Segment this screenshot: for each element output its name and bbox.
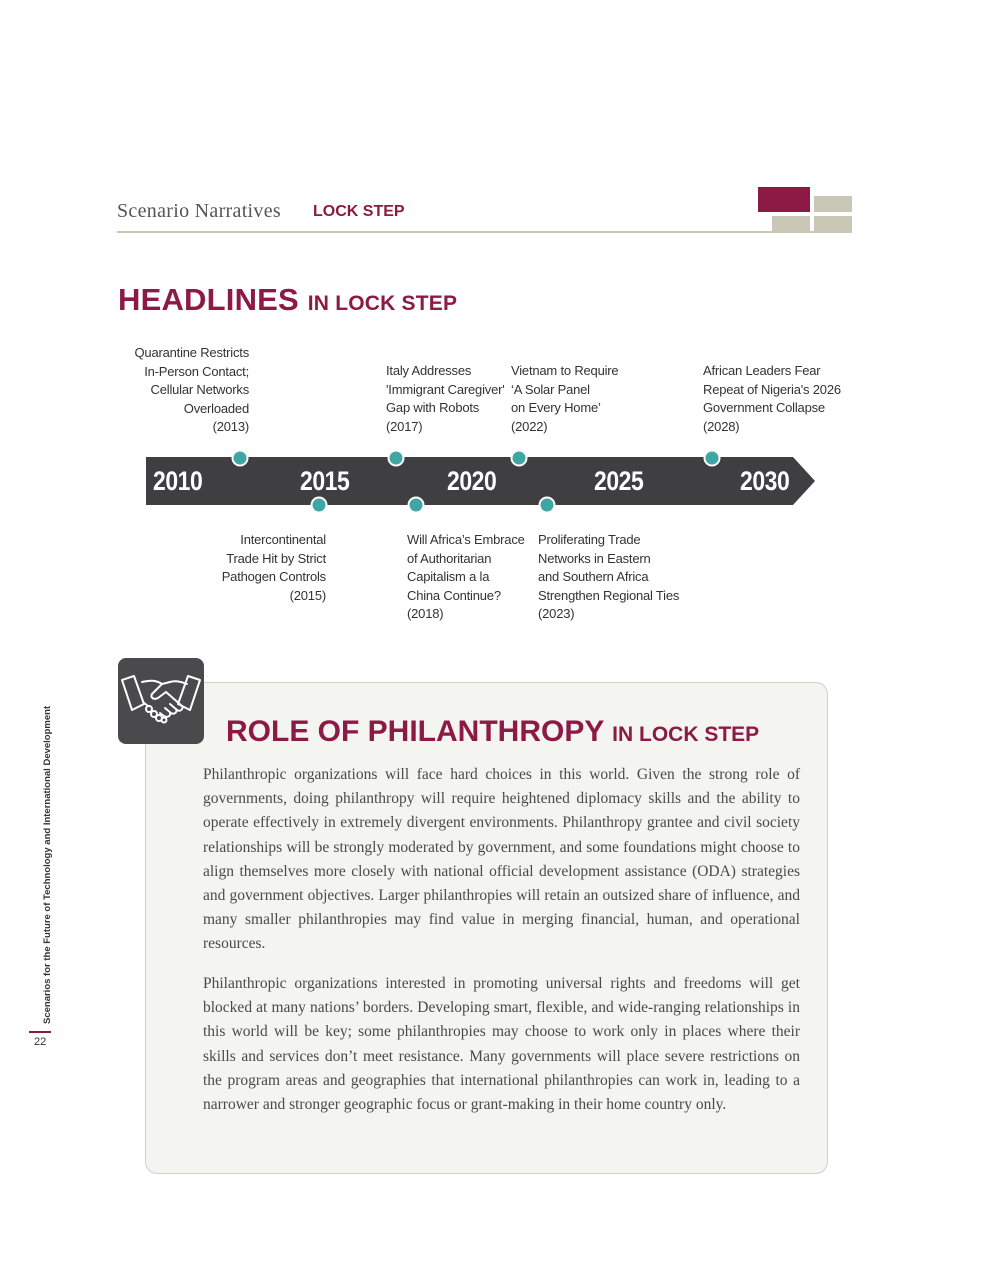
headline-event: Intercontinental Trade Hit by Strict Pathogen Controls (2015)	[221, 532, 326, 603]
timeline-dot	[409, 498, 424, 513]
timeline-dot	[312, 498, 327, 513]
philanthropy-paragraph: Philanthropic organizations interested in promoting universal rights and freedoms will get blocked at many nations’ borders. Developing smart, flexible, and wide-ranging relationships in this world will be key; some philanthropies may choose to work only in places where their skills and services don’t meet resistance. Many governments will place severe restrictions on the program areas and geographies that international philanthropies can work in, leading to a narrower and stronger geographic focus or grant-making in their home country only.	[203, 975, 800, 1114]
report-title-vertical: Scenarios for the Future of Technology and International Development	[42, 705, 53, 1024]
timeline-dot	[705, 451, 720, 466]
scenario-label: LOCK STEP	[313, 203, 405, 220]
timeline-dot	[389, 451, 404, 466]
timeline-year: 2030	[740, 466, 790, 496]
headline-event: Quarantine Restricts In-Person Contact; Cellular Networks Overloaded (2013)	[134, 345, 249, 434]
headlines-title-main: HEADLINES	[118, 282, 299, 317]
headline-event: Will Africa’s Embrace of Authoritarian Capitalism a la China Continue? (2018)	[407, 532, 525, 621]
headlines-title-sub: IN LOCK STEP	[307, 292, 458, 315]
headline-event: Italy Addresses 'Immigrant Caregiver' Gap with Robots (2017)	[386, 363, 505, 434]
philanthropy-title-main: ROLE OF PHILANTHROPY	[226, 715, 604, 748]
headline-event: Vietnam to Require ‘A Solar Panel on Every Home’ (2022)	[511, 363, 619, 434]
philanthropy-paragraph: Philanthropic organizations will face hard choices in this world. Given the strong role of governments, doing philanthropy will require heightened diplomacy skills and the ability to operate effectively in extremely divergent environments. Philanthropy grantee and civil society relationships will be strongly moderated by government, and some foundations might choose to align themselves more closely with national official development assistance (ODA) strategies and government objectives. Larger philanthropies will retain an outsized share of influence, and many smaller philanthropies may find value in merging financial, human, and operational resources.	[203, 766, 800, 953]
page-marker-rule	[29, 1031, 51, 1033]
timeline-year: 2020	[447, 466, 497, 496]
page-number: 22	[34, 1036, 47, 1048]
timeline-year: 2010	[153, 466, 203, 496]
philanthropy-title	[226, 715, 759, 749]
headline-event: African Leaders Fear Repeat of Nigeria's 2026 Government Collapse (2028)	[703, 363, 841, 434]
timeline-dot	[512, 451, 527, 466]
timeline-dot	[233, 451, 248, 466]
handshake-icon	[118, 658, 204, 744]
timeline-year: 2015	[300, 466, 350, 496]
section-title: Scenario Narratives	[117, 200, 281, 222]
philanthropy-title-sub: IN LOCK STEP	[612, 723, 760, 746]
headline-event: Proliferating Trade Networks in Eastern and Southern Africa Strengthen Regional Ties (2023)	[538, 532, 680, 621]
timeline-year: 2025	[594, 466, 644, 496]
timeline-dot	[540, 498, 555, 513]
